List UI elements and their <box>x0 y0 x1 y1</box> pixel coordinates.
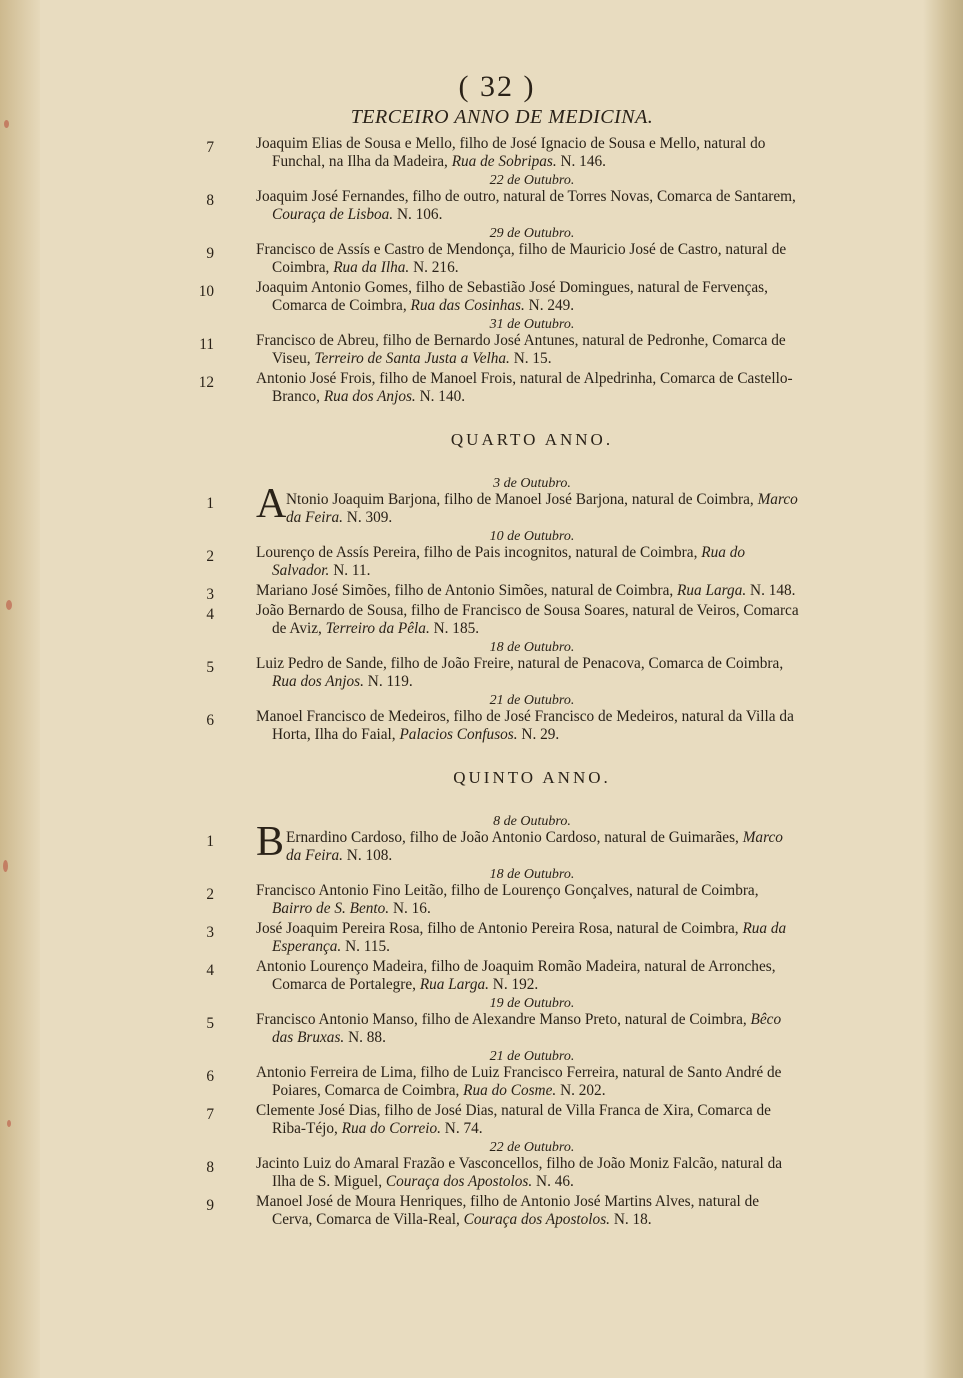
entry-description: Manoel Francisco de Medeiros, filho de José Francisco de Medeiros, natural da Villa da Horta, Ilha do Faial, <box>256 708 794 743</box>
entry-text <box>222 1064 802 1100</box>
street-address: Rua do Cosme. <box>463 1082 557 1099</box>
entry-description: Francisco Antonio Fino Leitão, filho de Lourenço Gonçalves, natural de Coimbra, <box>256 882 759 899</box>
entry-text <box>222 708 802 744</box>
house-number: N. 146. <box>560 153 606 170</box>
entry-text <box>222 1155 802 1191</box>
student-entry <box>206 1064 802 1100</box>
page-gutter <box>0 0 40 1378</box>
house-number: N. 115. <box>345 938 390 955</box>
street-address: Rua das Cosinhas. <box>410 297 525 314</box>
date-line: 3 de Outubro. <box>493 476 571 491</box>
entry-number: 4 <box>206 606 214 623</box>
date-line: 22 de Outubro. <box>489 173 575 188</box>
house-number: N. 74. <box>444 1120 483 1137</box>
student-entry <box>206 188 802 224</box>
drop-cap: A <box>256 481 287 527</box>
street-address: Couraça dos Apostolos. <box>463 1211 610 1228</box>
house-number: N. 16. <box>392 900 431 917</box>
entry-text <box>222 1102 802 1138</box>
date-line: 29 de Outubro. <box>489 226 575 241</box>
entry-number: 1 <box>206 833 214 850</box>
entry-number: 5 <box>206 659 214 676</box>
date-line: 31 de Outubro. <box>489 317 575 332</box>
entry-description: José Joaquim Pereira Rosa, filho de Antonio Pereira Rosa, natural de Coimbra, <box>256 920 739 937</box>
entry-number: 9 <box>206 1197 214 1214</box>
student-entry <box>206 1155 802 1191</box>
entry-description: Francisco de Abreu, filho de Bernardo José Antunes, natural de Pedronhe, Comarca de Viseu, <box>256 332 786 367</box>
entry-text <box>222 920 802 956</box>
entry-description: Joaquim Elias de Sousa e Mello, filho de José Ignacio de Sousa e Mello, natural do Funchal, na Ilha da Madeira, <box>256 135 766 170</box>
section-heading-quinto: QUINTO ANNO. <box>453 768 611 787</box>
house-number: N. 148. <box>750 582 796 599</box>
street-address: Palacios Confusos. <box>399 726 518 743</box>
student-entry <box>206 544 802 580</box>
entry-description: Clemente José Dias, filho de José Dias, natural de Villa Franca de Xira, Comarca de Riba-Téjo, <box>256 1102 771 1137</box>
house-number: N. 106. <box>396 206 443 223</box>
entry-text <box>222 279 802 315</box>
street-address: Marco da Feira. <box>286 491 798 526</box>
house-number: N. 88. <box>348 1029 386 1046</box>
street-address: Rua do Salvador. <box>272 544 745 579</box>
student-entry <box>206 958 802 994</box>
entry-description: Joaquim Antonio Gomes, filho de Sebastião José Domingues, natural de Fervenças, Comarca de Coimbra, <box>256 279 768 314</box>
quarto-anno-list <box>206 476 802 744</box>
student-entry <box>206 708 802 744</box>
house-number: N. 216. <box>413 259 459 276</box>
entry-number: 4 <box>206 962 214 979</box>
student-entry <box>206 920 802 956</box>
date-line: 8 de Outubro. <box>493 814 571 829</box>
stain-mark <box>4 120 9 128</box>
street-address: Bairro de S. Bento. <box>272 900 390 917</box>
student-entry <box>198 279 802 315</box>
entry-description: Francisco Antonio Manso, filho de Alexandre Manso Preto, natural de Coimbra, <box>256 1011 747 1028</box>
entry-description: Antonio Ferreira de Lima, filho de Luiz Francisco Ferreira, natural de Santo André de Poiares, Comarca de Coimbra, <box>256 1064 782 1099</box>
student-entry <box>206 135 802 171</box>
house-number: N. 119. <box>367 673 413 690</box>
street-address: Rua Larga. <box>677 582 747 599</box>
date-line: 18 de Outubro. <box>489 867 575 882</box>
terceiro-anno-list <box>198 135 802 406</box>
stain-mark <box>3 860 8 872</box>
street-address: Bêco das Bruxas. <box>272 1011 782 1046</box>
house-number: N. 249. <box>528 297 575 314</box>
entry-description: João Bernardo de Sousa, filho de Francisco de Sousa Soares, natural de Veiros, Comarca de Aviz, <box>256 602 799 637</box>
entry-text <box>222 582 802 600</box>
entry-description: Jacinto Luiz do Amaral Frazão e Vasconcellos, filho de João Moniz Falcão, natural da Ilha de S. Miguel, <box>256 1155 783 1190</box>
entry-text <box>222 1011 802 1047</box>
entry-text <box>222 1193 802 1229</box>
entry-text <box>222 332 802 368</box>
date-line: 21 de Outubro. <box>489 693 575 708</box>
date-line: 10 de Outubro. <box>489 529 575 544</box>
street-address: Rua dos Anjos. <box>272 673 364 690</box>
entry-text <box>222 602 802 638</box>
stain-mark <box>7 1120 11 1127</box>
page-edge <box>923 0 963 1378</box>
student-entry <box>206 602 802 638</box>
entry-number: 8 <box>206 192 214 209</box>
entry-number: 3 <box>206 924 214 941</box>
entry-number: 8 <box>206 1159 214 1176</box>
house-number: N. 15. <box>513 350 552 367</box>
entry-description: Ernardino Cardoso, filho de João Antonio Cardoso, natural de Guimarães, <box>286 829 739 846</box>
entry-number: 6 <box>206 1068 214 1085</box>
house-number: N. 140. <box>419 388 466 405</box>
house-number: N. 46. <box>536 1173 574 1190</box>
house-number: N. 202. <box>560 1082 606 1099</box>
entry-number: 9 <box>206 245 214 262</box>
page-content <box>198 70 802 1231</box>
student-entry <box>206 582 802 603</box>
entry-description: Ntonio Joaquim Barjona, filho de Manoel José Barjona, natural de Coimbra, <box>286 491 754 508</box>
page-number: ( 32 ) <box>458 70 536 103</box>
entry-number: 1 <box>206 495 214 512</box>
house-number: N. 192. <box>492 976 539 993</box>
date-line: 22 de Outubro. <box>489 1140 575 1155</box>
date-line: 19 de Outubro. <box>489 996 575 1011</box>
street-address: Rua da Esperança. <box>272 920 787 955</box>
house-number: N. 18. <box>613 1211 652 1228</box>
entry-text <box>222 188 802 224</box>
date-line: 18 de Outubro. <box>489 640 575 655</box>
student-entry <box>206 655 802 691</box>
section-heading-quarto: QUARTO ANNO. <box>450 430 614 449</box>
entry-number: 12 <box>198 374 214 391</box>
entry-text <box>222 544 802 580</box>
street-address: Rua dos Anjos. <box>323 388 416 405</box>
stain-mark <box>6 600 12 610</box>
entry-text <box>222 829 802 865</box>
entry-description: Luiz Pedro de Sande, filho de João Freire, natural de Penacova, Comarca de Coimbra, <box>256 655 784 672</box>
entry-description: Antonio Lourenço Madeira, filho de Joaquim Romão Madeira, natural de Arronches, Comarca de Portalegre, <box>256 958 776 993</box>
street-address: Couraça dos Apostolos. <box>385 1173 533 1190</box>
entry-text <box>222 958 802 994</box>
entry-description: Antonio José Frois, filho de Manoel Frois, natural de Alpedrinha, Comarca de Castello-Branco, <box>256 370 793 405</box>
entry-number: 7 <box>206 139 214 156</box>
entry-number: 3 <box>206 586 214 603</box>
street-address: Terreiro da Pêla. <box>325 620 430 637</box>
drop-cap: B <box>256 819 285 865</box>
running-title: TERCEIRO ANNO DE MEDICINA. <box>350 106 654 128</box>
street-address: Rua de Sobripas. <box>451 153 557 170</box>
entry-description: Francisco de Assís e Castro de Mendonça, filho de Mauricio José de Castro, natural de Coimbra, <box>256 241 787 276</box>
student-entry <box>199 332 802 368</box>
house-number: N. 11. <box>333 562 371 579</box>
entry-number: 6 <box>206 712 214 729</box>
entry-number: 2 <box>206 886 214 903</box>
street-address: Couraça de Lisboa. <box>272 206 394 223</box>
entry-number: 2 <box>206 548 214 565</box>
student-entry <box>206 1193 802 1229</box>
entry-number: 7 <box>206 1106 214 1123</box>
street-address: Rua Larga. <box>419 976 489 993</box>
house-number: N. 185. <box>433 620 480 637</box>
entry-number: 10 <box>198 283 214 300</box>
street-address: Marco da Feira. <box>286 829 783 864</box>
house-number: N. 29. <box>521 726 560 743</box>
entry-description: Joaquim José Fernandes, filho de outro, natural de Torres Novas, Comarca de Santarem, <box>256 188 796 205</box>
entry-text <box>222 241 802 277</box>
student-entry <box>206 882 802 918</box>
date-line: 21 de Outubro. <box>489 1049 575 1064</box>
quinto-anno-list <box>206 814 802 1229</box>
entry-description: Manoel José de Moura Henriques, filho de Antonio José Martins Alves, natural de Cerva, Comarca de Villa-Real, <box>256 1193 760 1228</box>
street-address: Rua do Correio. <box>341 1120 441 1137</box>
entry-text <box>222 370 802 406</box>
house-number: N. 108. <box>346 847 393 864</box>
entry-description: Lourenço de Assís Pereira, filho de Pais incognitos, natural de Coimbra, <box>256 544 698 561</box>
student-entry <box>198 370 802 406</box>
entry-number: 5 <box>206 1015 214 1032</box>
entry-text <box>222 882 802 918</box>
street-address: Terreiro de Santa Justa a Velha. <box>314 350 510 367</box>
entry-description: Mariano José Simões, filho de Antonio Simões, natural de Coimbra, <box>256 582 674 599</box>
entry-text <box>222 491 802 527</box>
entry-text <box>222 655 802 691</box>
student-entry <box>206 241 802 277</box>
entry-number: 11 <box>199 336 214 353</box>
entry-text <box>222 135 802 171</box>
street-address: Rua da Ilha. <box>333 259 410 276</box>
student-entry <box>206 1011 802 1047</box>
student-entry <box>206 1102 802 1138</box>
house-number: N. 309. <box>346 509 393 526</box>
